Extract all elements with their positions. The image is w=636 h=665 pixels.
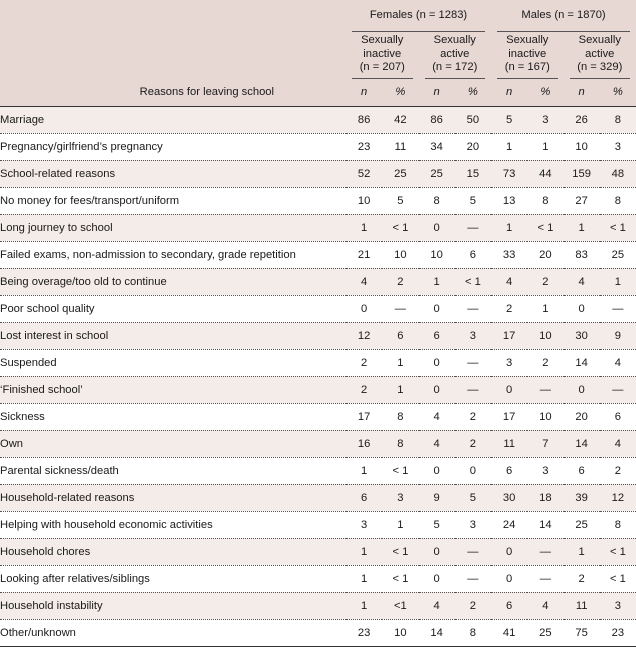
cell-value: < 1 xyxy=(600,214,636,241)
cell-value: 44 xyxy=(527,160,563,187)
cell-value: 159 xyxy=(564,160,600,187)
row-label: Household-related reasons xyxy=(0,484,346,511)
cell-value: 23 xyxy=(346,619,382,646)
group-header-row xyxy=(0,0,636,32)
table-row xyxy=(0,268,636,295)
cell-value: < 1 xyxy=(600,565,636,592)
cell-value: 7 xyxy=(527,430,563,457)
cell-value: 18 xyxy=(527,484,563,511)
cell-value: 0 xyxy=(564,376,600,403)
stat-label: % xyxy=(600,79,636,107)
cell-value: 1 xyxy=(564,214,600,241)
cell-value: < 1 xyxy=(527,214,563,241)
cell-value: 10 xyxy=(527,322,563,349)
cell-value: 3 xyxy=(527,457,563,484)
stat-label: n xyxy=(491,79,527,107)
cell-value: — xyxy=(527,538,563,565)
cell-value: 8 xyxy=(527,187,563,214)
cell-value: 3 xyxy=(455,322,491,349)
cell-value: 0 xyxy=(419,457,455,484)
cell-value: < 1 xyxy=(382,538,418,565)
cell-value: 39 xyxy=(564,484,600,511)
cell-value: — xyxy=(455,565,491,592)
cell-value: 8 xyxy=(382,430,418,457)
cell-value: 5 xyxy=(455,187,491,214)
cell-value: <1 xyxy=(382,592,418,619)
cell-value: 4 xyxy=(564,268,600,295)
cell-value: 2 xyxy=(382,268,418,295)
stat-label: % xyxy=(527,79,563,107)
stub-blank xyxy=(0,32,346,79)
table-body xyxy=(0,106,636,646)
cell-value: 1 xyxy=(346,214,382,241)
cell-value: 13 xyxy=(491,187,527,214)
cell-value: 21 xyxy=(346,241,382,268)
cell-value: 2 xyxy=(455,430,491,457)
cell-value: 2 xyxy=(455,403,491,430)
cell-value: 5 xyxy=(419,511,455,538)
cell-value: 20 xyxy=(527,241,563,268)
cell-value: 10 xyxy=(527,403,563,430)
cell-value: 11 xyxy=(564,592,600,619)
cell-value: 2 xyxy=(491,295,527,322)
cell-value: 1 xyxy=(600,268,636,295)
cell-value: 30 xyxy=(491,484,527,511)
cell-value: 41 xyxy=(491,619,527,646)
cell-value: 1 xyxy=(527,133,563,160)
subgroup-female-active: Sexually active (n = 172) xyxy=(419,32,492,79)
cell-value: 2 xyxy=(600,457,636,484)
table-row xyxy=(0,430,636,457)
cell-value: 8 xyxy=(600,511,636,538)
cell-value: 30 xyxy=(564,322,600,349)
cell-value: 0 xyxy=(564,295,600,322)
cell-value: 24 xyxy=(491,511,527,538)
cell-value: 52 xyxy=(346,160,382,187)
cell-value: 48 xyxy=(600,160,636,187)
cell-value: 3 xyxy=(527,106,563,133)
cell-value: 2 xyxy=(346,349,382,376)
cell-value: 14 xyxy=(419,619,455,646)
cell-value: 20 xyxy=(455,133,491,160)
cell-value: 17 xyxy=(491,322,527,349)
cell-value: < 1 xyxy=(455,268,491,295)
table-row xyxy=(0,457,636,484)
cell-value: 1 xyxy=(382,511,418,538)
row-label: Pregnancy/girlfriend’s pregnancy xyxy=(0,133,346,160)
cell-value: 16 xyxy=(346,430,382,457)
cell-value: 1 xyxy=(346,538,382,565)
table-row xyxy=(0,592,636,619)
cell-value: 73 xyxy=(491,160,527,187)
table-row xyxy=(0,106,636,133)
table-row xyxy=(0,403,636,430)
cell-value: 2 xyxy=(564,565,600,592)
cell-value: 10 xyxy=(419,241,455,268)
cell-value: 4 xyxy=(491,268,527,295)
row-label: Own xyxy=(0,430,346,457)
cell-value: — xyxy=(527,565,563,592)
stat-label: n xyxy=(419,79,455,107)
stat-header-row xyxy=(0,79,636,107)
table-row xyxy=(0,133,636,160)
table-row xyxy=(0,349,636,376)
cell-value: 1 xyxy=(346,592,382,619)
cell-value: 5 xyxy=(382,187,418,214)
table-row xyxy=(0,160,636,187)
cell-value: 0 xyxy=(346,295,382,322)
cell-value: 10 xyxy=(382,241,418,268)
row-label: Being overage/too old to continue xyxy=(0,268,346,295)
cell-value: 50 xyxy=(455,106,491,133)
row-label: Suspended xyxy=(0,349,346,376)
cell-value: 86 xyxy=(419,106,455,133)
cell-value: 25 xyxy=(419,160,455,187)
cell-value: 4 xyxy=(600,430,636,457)
stub-header: Reasons for leaving school xyxy=(0,79,346,107)
stat-label: n xyxy=(346,79,382,107)
table-row xyxy=(0,322,636,349)
cell-value: — xyxy=(455,538,491,565)
stat-label: % xyxy=(455,79,491,107)
group-header-females: Females (n = 1283) xyxy=(346,0,491,32)
cell-value: 2 xyxy=(346,376,382,403)
table-row xyxy=(0,187,636,214)
cell-value: 5 xyxy=(491,106,527,133)
cell-value: < 1 xyxy=(382,457,418,484)
cell-value: 10 xyxy=(382,619,418,646)
cell-value: 1 xyxy=(382,376,418,403)
cell-value: 0 xyxy=(419,214,455,241)
row-label: Sickness xyxy=(0,403,346,430)
stat-label: % xyxy=(382,79,418,107)
cell-value: 25 xyxy=(382,160,418,187)
cell-value: 9 xyxy=(419,484,455,511)
cell-value: 8 xyxy=(600,187,636,214)
cell-value: 2 xyxy=(527,268,563,295)
cell-value: 6 xyxy=(564,457,600,484)
cell-value: 6 xyxy=(491,592,527,619)
cell-value: 17 xyxy=(346,403,382,430)
cell-value: 6 xyxy=(600,403,636,430)
cell-value: — xyxy=(382,295,418,322)
cell-value: 3 xyxy=(346,511,382,538)
row-label: Looking after relatives/siblings xyxy=(0,565,346,592)
cell-value: 8 xyxy=(382,403,418,430)
stub-blank xyxy=(0,0,346,32)
table-row xyxy=(0,619,636,646)
cell-value: 14 xyxy=(564,349,600,376)
cell-value: 6 xyxy=(346,484,382,511)
cell-value: 33 xyxy=(491,241,527,268)
cell-value: 4 xyxy=(419,592,455,619)
cell-value: 0 xyxy=(419,349,455,376)
subgroup-male-active: Sexually active (n = 329) xyxy=(564,32,636,79)
subgroup-male-inactive: Sexually inactive (n = 167) xyxy=(491,32,564,79)
cell-value: 25 xyxy=(564,511,600,538)
cell-value: 26 xyxy=(564,106,600,133)
cell-value: 3 xyxy=(600,133,636,160)
cell-value: 34 xyxy=(419,133,455,160)
table-row xyxy=(0,214,636,241)
cell-value: 1 xyxy=(491,214,527,241)
row-label: Household chores xyxy=(0,538,346,565)
cell-value: 1 xyxy=(491,133,527,160)
row-label: Lost interest in school xyxy=(0,322,346,349)
cell-value: 0 xyxy=(419,565,455,592)
table-header xyxy=(0,0,636,106)
cell-value: 6 xyxy=(382,322,418,349)
cell-value: 10 xyxy=(346,187,382,214)
table-row xyxy=(0,376,636,403)
cell-value: 1 xyxy=(346,457,382,484)
row-label: Poor school quality xyxy=(0,295,346,322)
cell-value: 6 xyxy=(491,457,527,484)
cell-value: 0 xyxy=(455,457,491,484)
cell-value: 75 xyxy=(564,619,600,646)
cell-value: — xyxy=(455,376,491,403)
row-label: Other/unknown xyxy=(0,619,346,646)
table-row xyxy=(0,565,636,592)
cell-value: 6 xyxy=(419,322,455,349)
cell-value: 27 xyxy=(564,187,600,214)
table-row xyxy=(0,241,636,268)
cell-value: 0 xyxy=(491,538,527,565)
cell-value: 3 xyxy=(382,484,418,511)
cell-value: 0 xyxy=(419,376,455,403)
cell-value: 5 xyxy=(455,484,491,511)
cell-value: 3 xyxy=(491,349,527,376)
row-label: ‘Finished school’ xyxy=(0,376,346,403)
cell-value: 4 xyxy=(419,430,455,457)
cell-value: — xyxy=(600,376,636,403)
cell-value: 0 xyxy=(491,565,527,592)
cell-value: 15 xyxy=(455,160,491,187)
table-row xyxy=(0,511,636,538)
row-label: Long journey to school xyxy=(0,214,346,241)
row-label: Failed exams, non-admission to secondary, grade repetition xyxy=(0,241,346,268)
row-label: Marriage xyxy=(0,106,346,133)
cell-value: 2 xyxy=(527,349,563,376)
cell-value: 0 xyxy=(419,538,455,565)
cell-value: 1 xyxy=(527,295,563,322)
cell-value: 4 xyxy=(600,349,636,376)
cell-value: 3 xyxy=(600,592,636,619)
cell-value: 0 xyxy=(419,295,455,322)
cell-value: 23 xyxy=(346,133,382,160)
cell-value: 86 xyxy=(346,106,382,133)
table-row xyxy=(0,484,636,511)
row-label: Parental sickness/death xyxy=(0,457,346,484)
cell-value: 23 xyxy=(600,619,636,646)
cell-value: 3 xyxy=(455,511,491,538)
row-label: School-related reasons xyxy=(0,160,346,187)
cell-value: < 1 xyxy=(382,565,418,592)
cell-value: 12 xyxy=(346,322,382,349)
cell-value: 1 xyxy=(419,268,455,295)
stat-label: n xyxy=(564,79,600,107)
cell-value: 83 xyxy=(564,241,600,268)
cell-value: 8 xyxy=(419,187,455,214)
cell-value: 4 xyxy=(346,268,382,295)
cell-value: 25 xyxy=(600,241,636,268)
cell-value: 1 xyxy=(346,565,382,592)
cell-value: 42 xyxy=(382,106,418,133)
cell-value: < 1 xyxy=(382,214,418,241)
table-row xyxy=(0,295,636,322)
cell-value: 10 xyxy=(564,133,600,160)
cell-value: 0 xyxy=(491,376,527,403)
subgroup-header-row xyxy=(0,32,636,79)
row-label: Helping with household economic activities xyxy=(0,511,346,538)
row-label: No money for fees/transport/uniform xyxy=(0,187,346,214)
cell-value: — xyxy=(455,295,491,322)
cell-value: 25 xyxy=(527,619,563,646)
cell-value: 1 xyxy=(564,538,600,565)
cell-value: < 1 xyxy=(600,538,636,565)
group-header-males: Males (n = 1870) xyxy=(491,0,636,32)
cell-value: — xyxy=(455,349,491,376)
cell-value: 4 xyxy=(527,592,563,619)
table-row xyxy=(0,538,636,565)
cell-value: 1 xyxy=(382,349,418,376)
cell-value: 17 xyxy=(491,403,527,430)
cell-value: 8 xyxy=(600,106,636,133)
cell-value: — xyxy=(527,376,563,403)
cell-value: 9 xyxy=(600,322,636,349)
cell-value: — xyxy=(600,295,636,322)
cell-value: 14 xyxy=(564,430,600,457)
cell-value: 11 xyxy=(382,133,418,160)
subgroup-female-inactive: Sexually inactive (n = 207) xyxy=(346,32,419,79)
cell-value: 4 xyxy=(419,403,455,430)
cell-value: 8 xyxy=(455,619,491,646)
cell-value: 14 xyxy=(527,511,563,538)
cell-value: 12 xyxy=(600,484,636,511)
row-label: Household instability xyxy=(0,592,346,619)
cell-value: 2 xyxy=(455,592,491,619)
cell-value: 20 xyxy=(564,403,600,430)
cell-value: 11 xyxy=(491,430,527,457)
cell-value: 6 xyxy=(455,241,491,268)
cell-value: — xyxy=(455,214,491,241)
